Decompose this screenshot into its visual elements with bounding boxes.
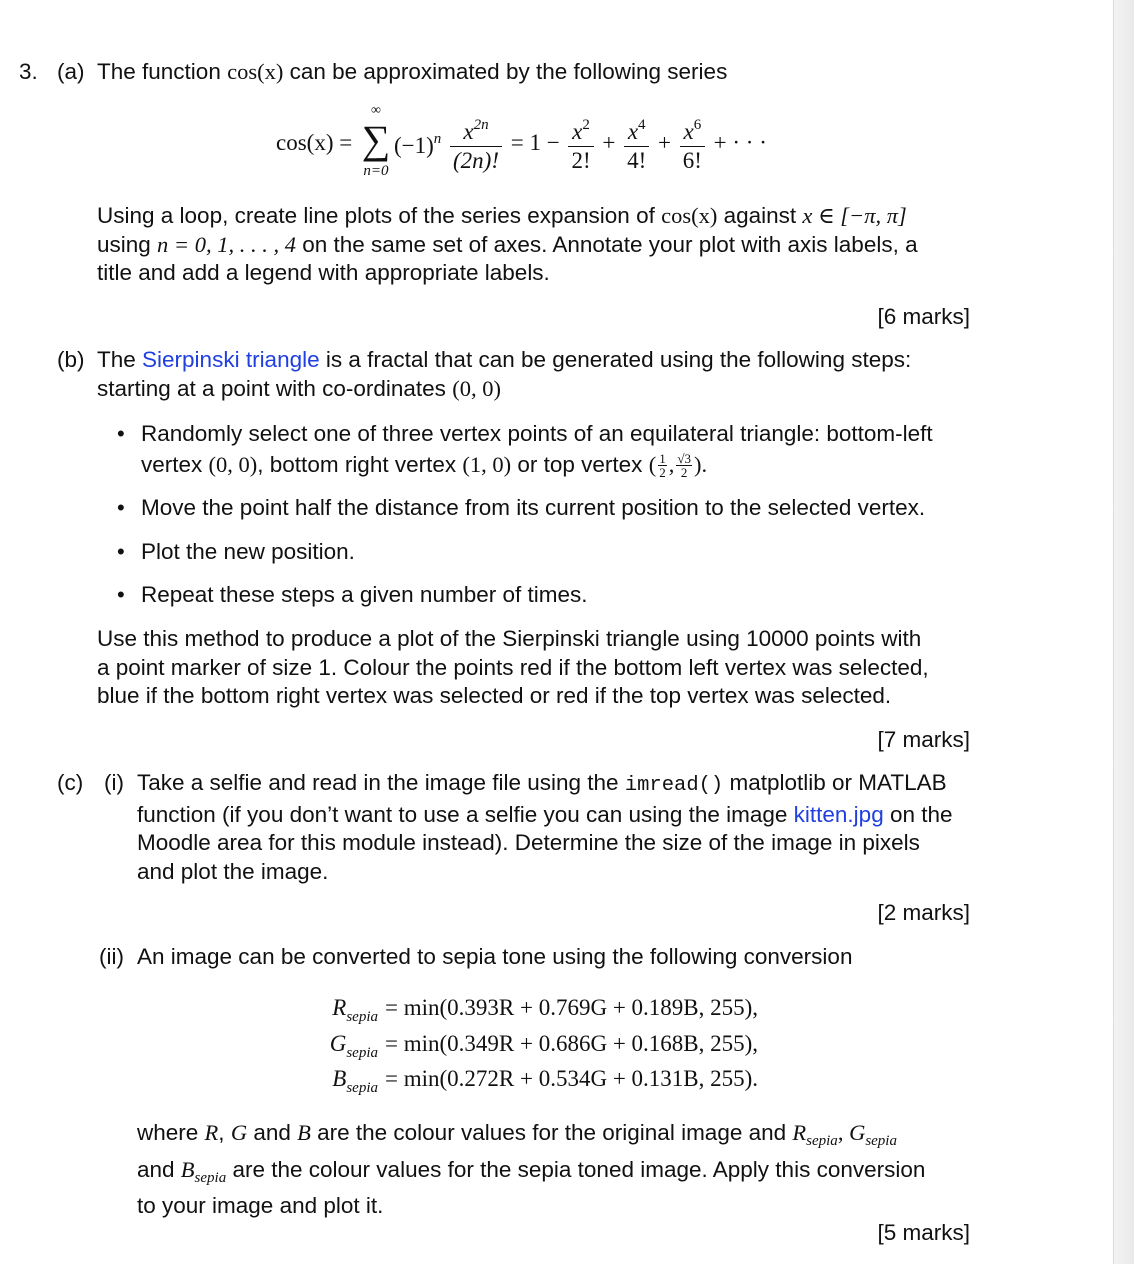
part-c-ii-label: (ii) <box>99 944 124 969</box>
part-a-intro: The function cos(x) can be approximated by the following series <box>97 59 728 84</box>
part-c-i-label: (i) <box>104 770 124 795</box>
part-c-label: (c) <box>57 770 84 795</box>
bullet-icon: • <box>117 495 125 520</box>
kitten-link[interactable]: kitten.jpg <box>793 801 884 827</box>
bullet-icon: • <box>117 421 125 446</box>
part-b-label: (b) <box>57 347 85 372</box>
question-number: 3. <box>19 59 38 84</box>
sepia-eq-g: $G_{sepia}$ = min(0.349R + 0.686G + 0.168B, 255), <box>329 1031 759 1061</box>
part-c-ii-body: where R, G and B are the colour values for the original image and $R_{sepia}$, $G_{sepia}$ and $B_{sepia}$ are the colour values for the sepia toned image. Apply this conversion to your image and plot it. <box>137 1120 926 1218</box>
frac-x2: $\frac{x^2}{2!}$ <box>568 111 593 175</box>
bullet-icon: • <box>117 582 125 607</box>
part-a-marks: [6 marks] <box>877 304 970 329</box>
frac-x4: $\frac{x^4}{4!}$ <box>624 111 649 175</box>
bullet-3: Plot the new position. <box>141 539 355 564</box>
part-c-i-body: Take a selfie and read in the image file using the imread() matplotlib or MATLAB function (if you don’t want to use a selfie you can using the image kitten.jpg on the Moodle area for this module instead). Determine the size of the image in pixels and plot the image. <box>137 770 953 884</box>
part-b-method: Use this method to produce a plot of the Sierpinski triangle using 10000 points with a point marker of size 1. Colour the points red if the bottom left vertex was selected, blue if the bottom right vertex was selected or red if the top vertex was selected. <box>97 626 929 708</box>
part-c-i-marks: [2 marks] <box>877 900 970 925</box>
bullet-1: Randomly select one of three vertex points of an equilateral triangle: bottom-left vertex (0, 0), bottom right vertex (1, 0) or top vertex ( $\frac{1}{2}$ , $\frac{√3}{2}$ ). <box>141 421 933 481</box>
bullet-4: Repeat these steps a given number of times. <box>141 582 588 607</box>
cos-series-equation: cos(x) = ∞ ∑ n=0 $(-1)^n$ $\frac{x^{2n}}{(2n)!}$ = 1 − $\frac{x^2}{2!}$ + $\frac{x^4}{4!}$ + $\frac{x^6}{6!}$ + · · · <box>276 104 767 184</box>
sepia-eq-b: $B_{sepia}$ = min(0.272R + 0.534G + 0.131B, 255). <box>332 1066 759 1096</box>
sierpinski-link[interactable]: Sierpinski triangle <box>142 347 320 372</box>
part-a-body: Using a loop, create line plots of the series expansion of cos(x) against x ∈ [−π, π] using n = 0, 1, . . . , 4 on the same set of axes. Annotate your plot with axis labels, a title and add a legend with appropriate labels. <box>97 203 918 285</box>
part-b-marks: [7 marks] <box>877 727 970 752</box>
bullet-2: Move the point half the distance from its current position to the selected vertex. <box>141 495 926 520</box>
part-b-intro: The Sierpinski triangle is a fractal that can be generated using the following steps: starting at a point with co-ordinates (0, 0) <box>97 347 912 401</box>
sigma-symbol: ∞ ∑ n=0 <box>361 103 391 179</box>
sepia-eq-r: $R_{sepia}$ = min(0.393R + 0.769G + 0.189B, 255), <box>332 995 759 1025</box>
bullet-icon: • <box>117 539 125 564</box>
part-c-ii-intro: An image can be converted to sepia tone using the following conversion <box>137 944 853 969</box>
part-a-label: (a) <box>57 59 85 84</box>
part-c-ii-marks: [5 marks] <box>877 1220 970 1245</box>
frac-x2n: $\frac{x^{2n}}{(2n)!}$ <box>450 111 502 175</box>
frac-x6: $\frac{x^6}{6!}$ <box>680 111 705 175</box>
